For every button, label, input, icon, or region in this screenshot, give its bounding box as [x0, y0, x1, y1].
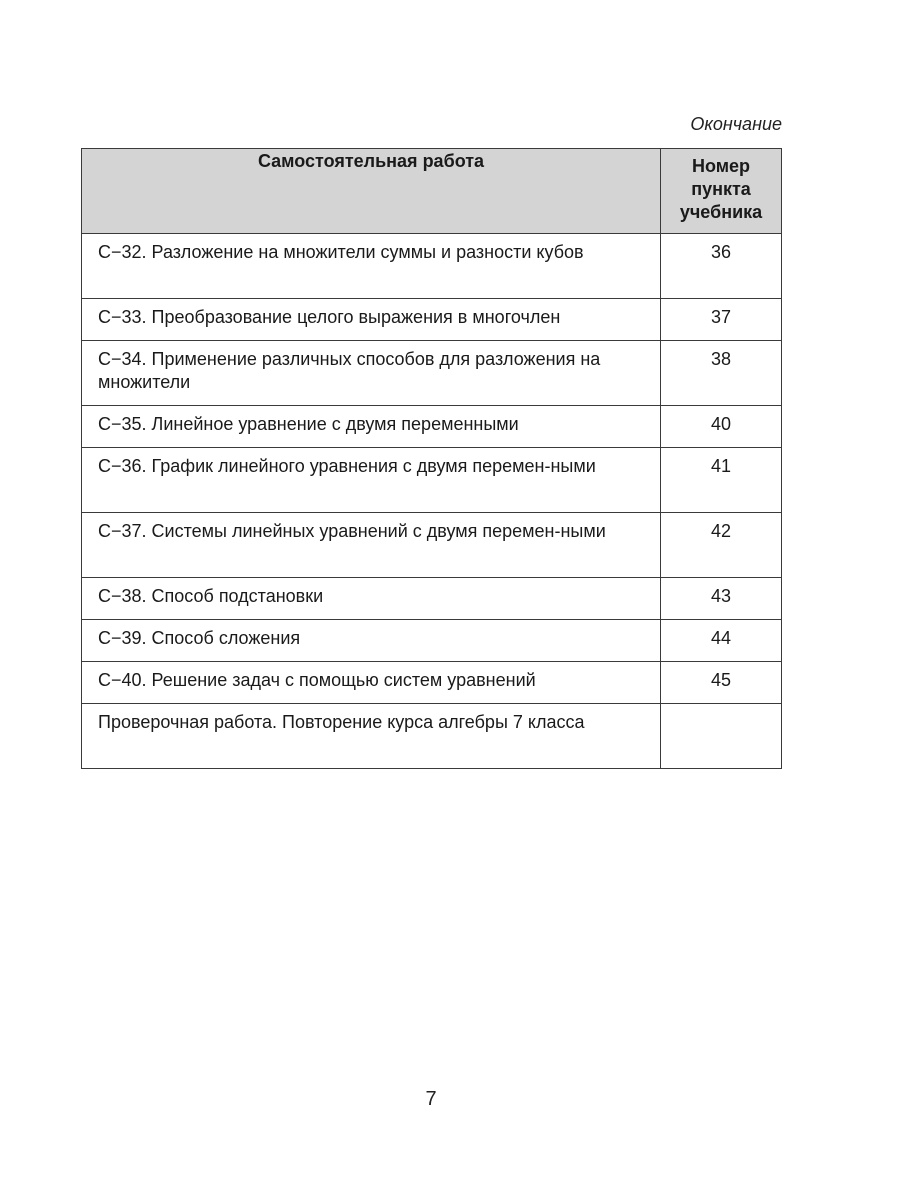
table-row — [82, 234, 782, 299]
table-row — [82, 578, 782, 620]
contents-table — [81, 148, 782, 769]
table-row — [82, 513, 782, 578]
row-number: 43 — [661, 578, 782, 620]
column-header-number-line: пункта — [691, 179, 751, 199]
row-number: 36 — [661, 234, 782, 299]
table-header-row — [82, 149, 782, 234]
table-row — [82, 704, 782, 769]
page-number: 7 — [425, 1088, 437, 1110]
row-number — [661, 704, 782, 769]
table-row — [82, 406, 782, 448]
column-header-number — [661, 149, 782, 234]
row-title: С−39. Способ сложения — [82, 620, 661, 662]
row-number: 37 — [661, 299, 782, 341]
row-title: С−37. Системы линейных уравнений с двумя перемен-ными — [82, 513, 661, 578]
row-number: 42 — [661, 513, 782, 578]
row-title: С−33. Преобразование целого выражения в многочлен — [82, 299, 661, 341]
row-number: 38 — [661, 341, 782, 406]
table-row — [82, 620, 782, 662]
row-number: 40 — [661, 406, 782, 448]
row-title: С−40. Решение задач с помощью систем уравнений — [82, 662, 661, 704]
column-header-number-line: Номер — [691, 156, 751, 176]
row-title: С−36. График линейного уравнения с двумя перемен-ными — [82, 448, 661, 513]
row-number: 41 — [661, 448, 782, 513]
table-row — [82, 341, 782, 406]
row-title: С−34. Применение различных способов для разложения на множители — [82, 341, 661, 406]
table-row — [82, 448, 782, 513]
row-title: С−38. Способ подстановки — [82, 578, 661, 620]
column-header-work: Самостоятельная работа — [82, 149, 661, 234]
table-row — [82, 299, 782, 341]
row-title: Проверочная работа. Повторение курса алгебры 7 класса — [82, 704, 661, 769]
column-header-number-line: учебника — [679, 202, 763, 222]
row-title: С−35. Линейное уравнение с двумя переменными — [82, 406, 661, 448]
row-number: 44 — [661, 620, 782, 662]
continuation-label: Окончание — [690, 114, 782, 134]
row-number: 45 — [661, 662, 782, 704]
row-title: С−32. Разложение на множители суммы и разности кубов — [82, 234, 661, 299]
table-row — [82, 662, 782, 704]
